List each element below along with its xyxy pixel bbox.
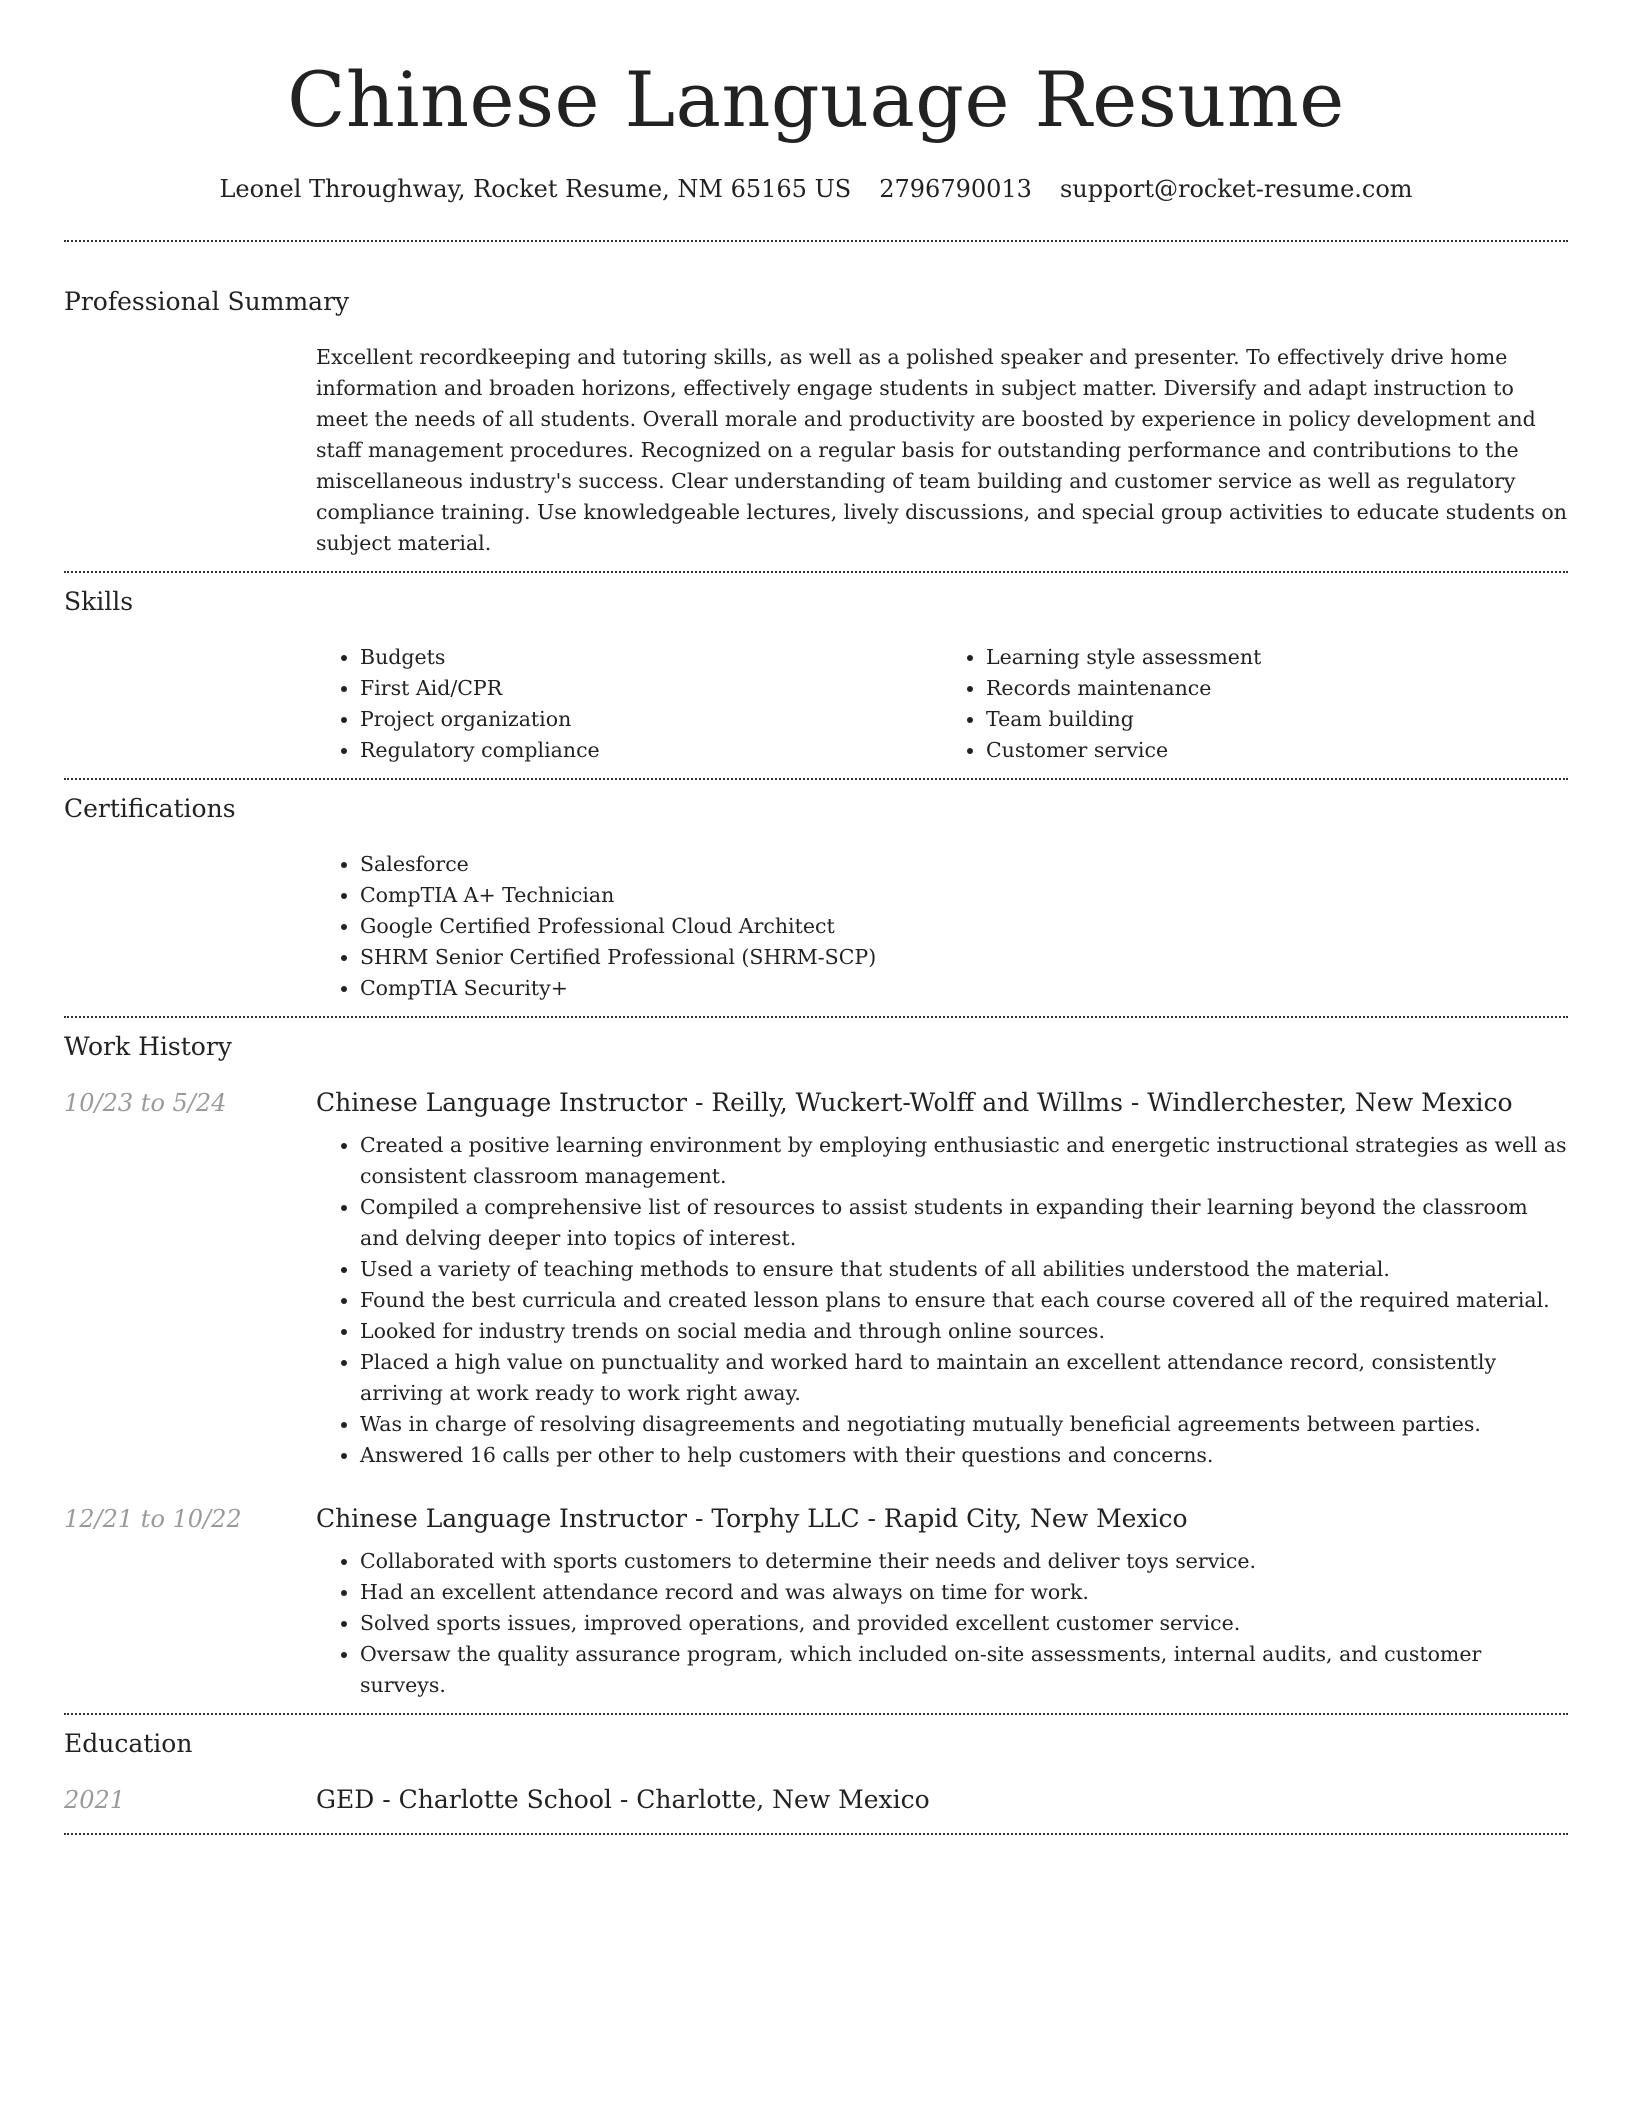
- summary-heading: Professional Summary: [64, 287, 350, 316]
- certification-item: • Salesforce: [360, 849, 1568, 880]
- education-entry: [64, 1783, 1568, 1833]
- certification-item: • CompTIA A+ Technician: [360, 880, 1568, 911]
- contact-address: Leonel Throughway, Rocket Resume, NM 65165 US: [219, 175, 852, 203]
- skill-item: • Budgets: [360, 642, 942, 673]
- job-bullet: • Compiled a comprehensive list of resources to assist students in expanding their learning beyond the classroom and delving deeper into topics of interest.: [360, 1192, 1568, 1254]
- skill-item: • Records maintenance: [986, 673, 1568, 704]
- job-entry: [64, 1086, 1568, 1471]
- certification-item: • Google Certified Professional Cloud Architect: [360, 911, 1568, 942]
- certification-item: • CompTIA Security+: [360, 973, 1568, 1004]
- certifications-list: [316, 849, 1568, 1004]
- job-bullet: • Used a variety of teaching methods to ensure that students of all abilities understood the material.: [360, 1254, 1568, 1285]
- skill-item: • First Aid/CPR: [360, 673, 942, 704]
- contact-phone: 2796790013: [879, 175, 1032, 203]
- job-bullet: • Oversaw the quality assurance program, which included on-site assessments, internal audits, and customer surveys.: [360, 1639, 1568, 1701]
- skill-item: • Regulatory compliance: [360, 735, 942, 766]
- summary-section: [64, 242, 1568, 571]
- contact-email: support@rocket-resume.com: [1059, 175, 1413, 203]
- resume-title: Chinese Language Resume: [287, 55, 1345, 144]
- skills-list-left: [316, 642, 942, 766]
- skill-item: • Customer service: [986, 735, 1568, 766]
- job-bullet: • Looked for industry trends on social media and through online sources.: [360, 1316, 1568, 1347]
- contact-line: [64, 172, 1568, 206]
- skills-section: [64, 573, 1568, 778]
- certification-item: • SHRM Senior Certified Professional (SHRM-SCP): [360, 942, 1568, 973]
- job-title: Chinese Language Instructor - Reilly, Wuckert-Wolff and Willms - Windlerchester, New Mexico: [316, 1088, 1513, 1117]
- job-title: Chinese Language Instructor - Torphy LLC - Rapid City, New Mexico: [316, 1504, 1188, 1533]
- skill-item: • Learning style assessment: [986, 642, 1568, 673]
- job-bullet: • Solved sports issues, improved operations, and provided excellent customer service.: [360, 1608, 1568, 1639]
- summary-text: Excellent recordkeeping and tutoring skills, as well as a polished speaker and presenter. To effectively drive home information and broaden horizons, effectively engage students in subject matter. Diversify and adapt instruction to meet the needs of all students. Overall morale and productivity are boosted by experience in policy development and staff management procedures. Recognized on a regular basis for outstanding performance and contributions to the miscellaneous industry's success. Clear understanding of team building and customer service as well as regulatory compliance training. Use knowledgeable lectures, lively discussions, and special group activities to educate students on subject material.: [316, 345, 1567, 555]
- skills-list-right: [942, 642, 1568, 766]
- job-dates: 12/21 to 10/22: [64, 1505, 242, 1533]
- job-bullet: • Had an excellent attendance record and was always on time for work.: [360, 1577, 1568, 1608]
- skill-item: • Project organization: [360, 704, 942, 735]
- section-divider: [64, 1833, 1568, 1835]
- job-dates: 10/23 to 5/24: [64, 1089, 227, 1117]
- skill-item: • Team building: [986, 704, 1568, 735]
- job-bullet: • Found the best curricula and created lesson plans to ensure that each course covered all of the required material.: [360, 1285, 1568, 1316]
- job-bullet: • Created a positive learning environment by employing enthusiastic and energetic instructional strategies as well as consistent classroom management.: [360, 1130, 1568, 1192]
- job-bullets: [316, 1546, 1568, 1701]
- job-bullet: • Placed a high value on punctuality and worked hard to maintain an excellent attendance record, consistently arriving at work ready to work right away.: [360, 1347, 1568, 1409]
- education-heading: Education: [64, 1729, 193, 1758]
- job-bullets: [316, 1130, 1568, 1471]
- education-title: GED - Charlotte School - Charlotte, New Mexico: [316, 1785, 930, 1814]
- job-entry: [64, 1502, 1568, 1713]
- certifications-section: [64, 780, 1568, 1016]
- work-history-heading: Work History: [64, 1032, 232, 1061]
- skills-heading: Skills: [64, 587, 134, 616]
- job-bullet: • Was in charge of resolving disagreements and negotiating mutually beneficial agreements between parties.: [360, 1409, 1568, 1440]
- job-bullet: • Answered 16 calls per other to help customers with their questions and concerns.: [360, 1440, 1568, 1471]
- certifications-heading: Certifications: [64, 794, 236, 823]
- education-year: 2021: [64, 1786, 126, 1814]
- work-history-section: [64, 1018, 1568, 1713]
- job-bullet: • Collaborated with sports customers to determine their needs and deliver toys service.: [360, 1546, 1568, 1577]
- education-section: [64, 1715, 1568, 1833]
